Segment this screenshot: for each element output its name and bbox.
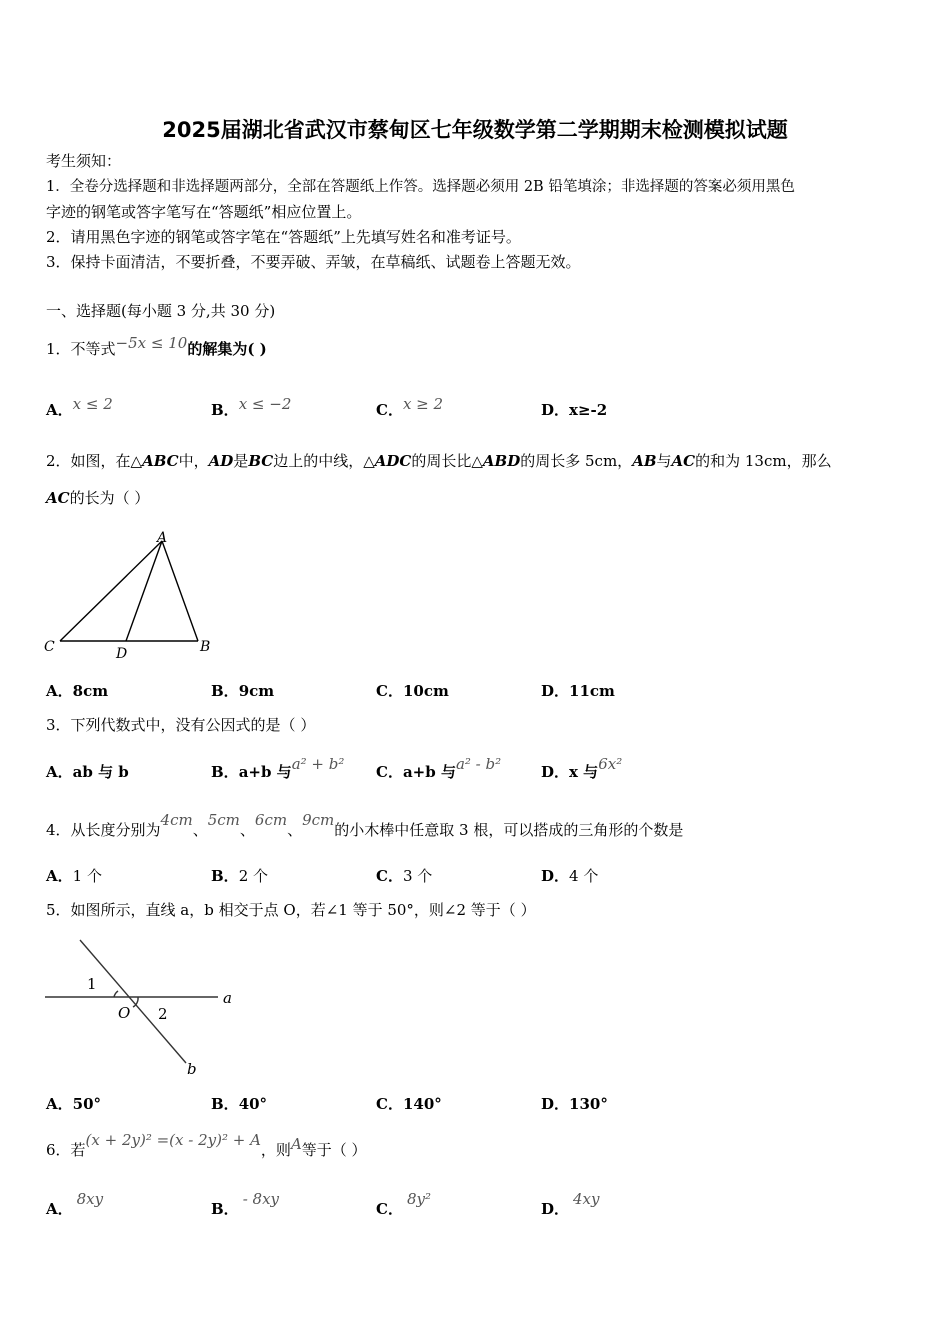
q1-option-c[interactable] — [376, 395, 444, 420]
q4-option-d[interactable] — [541, 866, 598, 886]
question-5: 5．如图所示，直线 a，b 相交于点 O，若∠1 等于 50°，则∠2 等于（ ） — [46, 901, 536, 919]
q1-option-d[interactable] — [541, 400, 607, 420]
option-label: A． — [46, 763, 73, 781]
q6-text: 等于（ ） — [301, 1141, 367, 1159]
q6-text: ，则 — [260, 1141, 291, 1159]
q5-a-value: 50° — [72, 1095, 102, 1113]
option-label: A． — [46, 1095, 73, 1113]
q4-option-b[interactable] — [211, 866, 268, 886]
q2-text: 的周长多 5cm， — [520, 452, 633, 470]
q2-text: 的和为 13cm，那么 — [695, 452, 832, 470]
q6-option-b[interactable] — [211, 1190, 280, 1219]
q1-d-value: x≥-2 — [569, 401, 608, 419]
q4-length-1: 4cm — [160, 811, 193, 829]
q1-prefix: 1．不等式 — [46, 340, 116, 358]
option-label: C． — [376, 401, 403, 419]
q2-c-value: 10cm — [402, 682, 449, 700]
q5-label-a: a — [223, 989, 232, 1007]
q4-separator: 、 — [192, 821, 208, 839]
q4-a-value: 1 个 — [72, 867, 102, 885]
q2-a-value: 8cm — [72, 682, 109, 700]
option-label: D． — [541, 682, 570, 700]
q3-option-b[interactable] — [211, 755, 345, 782]
q3-b-value: a+b 与 — [238, 763, 292, 781]
q4-option-c[interactable] — [376, 866, 432, 886]
q3-a-value: ab 与 b — [72, 763, 129, 781]
q5-c-value: 140° — [402, 1095, 442, 1113]
q6-text: 6．若 — [46, 1141, 86, 1159]
q4-d-value: 4 个 — [569, 867, 599, 885]
q2-ac: AC — [46, 489, 70, 507]
q6-a-value: 8xy — [76, 1190, 104, 1208]
q5-option-d[interactable] — [541, 1094, 608, 1114]
q2-text: 中， — [178, 452, 209, 470]
option-label: A． — [46, 401, 73, 419]
notice-line-3: 3．保持卡面清洁，不要折叠，不要弄破、弄皱，在草稿纸、试题卷上答题无效。 — [46, 253, 581, 271]
q6-c-value: 8y² — [406, 1190, 431, 1208]
q2-d-value: 11cm — [569, 682, 615, 700]
q2-tri-abc: △ABC — [130, 452, 179, 470]
q5-label-o: O — [118, 1004, 131, 1022]
q5-label-b: b — [187, 1060, 197, 1078]
option-label: B． — [211, 763, 239, 781]
q2-label-d: D — [116, 646, 128, 662]
q1-option-b[interactable] — [211, 395, 292, 420]
q1-c-value: x ≥ 2 — [402, 395, 444, 413]
option-label: D． — [541, 763, 570, 781]
q3-option-a[interactable] — [46, 762, 129, 782]
q2-text: 与 — [656, 452, 672, 470]
q6-b-value: - 8xy — [242, 1190, 280, 1208]
q4-c-value: 3 个 — [402, 867, 433, 885]
q1-a-value: x ≤ 2 — [72, 395, 113, 413]
notice-line-2: 2．请用黑色字迹的钢笔或答字笔在“答题纸”上先填写姓名和准考证号。 — [46, 228, 521, 246]
question-6 — [46, 1131, 367, 1160]
q3-b-expression: a² + b² — [291, 755, 345, 773]
q2-bc: BC — [248, 452, 274, 470]
q4-b-value: 2 个 — [238, 867, 268, 885]
q3-c-value: a+b 与 — [402, 763, 456, 781]
q2-ac: AC — [671, 452, 696, 470]
q3-d-expression: 6x² — [598, 755, 623, 773]
option-label: D． — [541, 1095, 570, 1113]
q4-length-2: 5cm — [207, 811, 240, 829]
option-label: C． — [376, 867, 403, 885]
option-label: D． — [541, 867, 570, 885]
q2-tri-abd: △ABD — [471, 452, 521, 470]
question-3: 3．下列代数式中，没有公因式的是（ ） — [46, 716, 316, 734]
q5-lines-figure — [40, 935, 250, 1080]
q5-option-a[interactable] — [46, 1094, 101, 1114]
q6-option-d[interactable] — [541, 1190, 600, 1219]
q2-ad: AD — [208, 452, 234, 470]
question-2-line-2 — [46, 488, 149, 508]
q2-triangle-figure — [40, 525, 230, 665]
option-label: C． — [376, 1200, 403, 1218]
q2-option-b[interactable] — [211, 681, 274, 701]
option-label: A． — [46, 867, 73, 885]
q2-label-c: C — [44, 639, 55, 655]
q5-label-1: 1 — [87, 975, 97, 993]
q2-label-b: B — [200, 639, 211, 655]
option-label: C． — [376, 1095, 403, 1113]
q2-option-a[interactable] — [46, 681, 108, 701]
q1-b-value: x ≤ −2 — [238, 395, 292, 413]
q1-expression: −5x ≤ 10 — [115, 334, 188, 352]
q4-separator: 、 — [239, 821, 255, 839]
q1-suffix: 的解集为( ) — [187, 340, 267, 358]
option-label: C． — [376, 763, 403, 781]
q4-text: 4．从长度分别为 — [46, 821, 161, 839]
q2-option-c[interactable] — [376, 681, 449, 701]
option-label: B． — [211, 867, 239, 885]
q4-separator: 、 — [287, 821, 303, 839]
option-label: A． — [46, 682, 73, 700]
q2-b-value: 9cm — [238, 682, 275, 700]
q2-tri-adc: △ADC — [363, 452, 412, 470]
q5-b-value: 40° — [238, 1095, 268, 1113]
q1-option-a[interactable] — [46, 395, 113, 420]
option-label: B． — [211, 682, 239, 700]
question-2 — [46, 451, 832, 471]
q3-d-value: x 与 — [569, 763, 599, 781]
q6-d-value: 4xy — [573, 1190, 600, 1208]
q5-option-c[interactable] — [376, 1094, 442, 1114]
q6-variable: A — [290, 1135, 302, 1153]
q4-option-a[interactable] — [46, 866, 102, 886]
q2-text: 是 — [233, 452, 249, 470]
q2-ab: AB — [632, 452, 657, 470]
q5-d-value: 130° — [569, 1095, 608, 1113]
page-title: 2025届湖北省武汉市蔡甸区七年级数学第二学期期末检测模拟试题 — [162, 118, 788, 142]
q2-text: 的周长比 — [411, 452, 472, 470]
notice-line-1: 1．全卷分选择题和非选择题两部分，全部在答题纸上作答。选择题必须用 2B 铅笔填涂；非选择题的答案必须用黑色 — [46, 179, 795, 195]
option-label: D． — [541, 1200, 570, 1218]
q4-length-4: 9cm — [302, 811, 335, 829]
q4-text: 的小木棒中任意取 3 根，可以搭成的三角形的个数是 — [334, 821, 684, 839]
option-label: A． — [46, 1200, 73, 1218]
q2-option-d[interactable] — [541, 681, 615, 701]
q3-option-c[interactable] — [376, 755, 502, 782]
q6-option-c[interactable] — [376, 1190, 431, 1219]
q6-option-a[interactable] — [46, 1190, 104, 1219]
question-4 — [46, 811, 684, 840]
q5-option-b[interactable] — [211, 1094, 267, 1114]
option-label: B． — [211, 1200, 239, 1218]
q2-text: 2．如图，在 — [46, 452, 131, 470]
q5-label-2: 2 — [158, 1005, 168, 1023]
notice-line-1b: 字迹的钢笔或答字笔写在“答题纸”相应位置上。 — [46, 203, 362, 221]
q2-text: 的长为（ ） — [69, 489, 150, 507]
q3-c-expression: a² - b² — [455, 755, 502, 773]
q6-expression: (x + 2y)² =(x - 2y)² + A — [85, 1131, 261, 1149]
notice-heading: 考生须知： — [46, 152, 122, 170]
q4-length-3: 6cm — [254, 811, 288, 829]
section-heading: 一、选择题(每小题 3 分,共 30 分) — [46, 302, 276, 320]
q3-option-d[interactable] — [541, 755, 623, 782]
option-label: B． — [211, 401, 239, 419]
question-1 — [46, 334, 267, 359]
q2-label-a: A — [157, 530, 168, 546]
option-label: D． — [541, 401, 570, 419]
option-label: B． — [211, 1095, 239, 1113]
option-label: C． — [376, 682, 403, 700]
q2-text: 边上的中线， — [273, 452, 364, 470]
